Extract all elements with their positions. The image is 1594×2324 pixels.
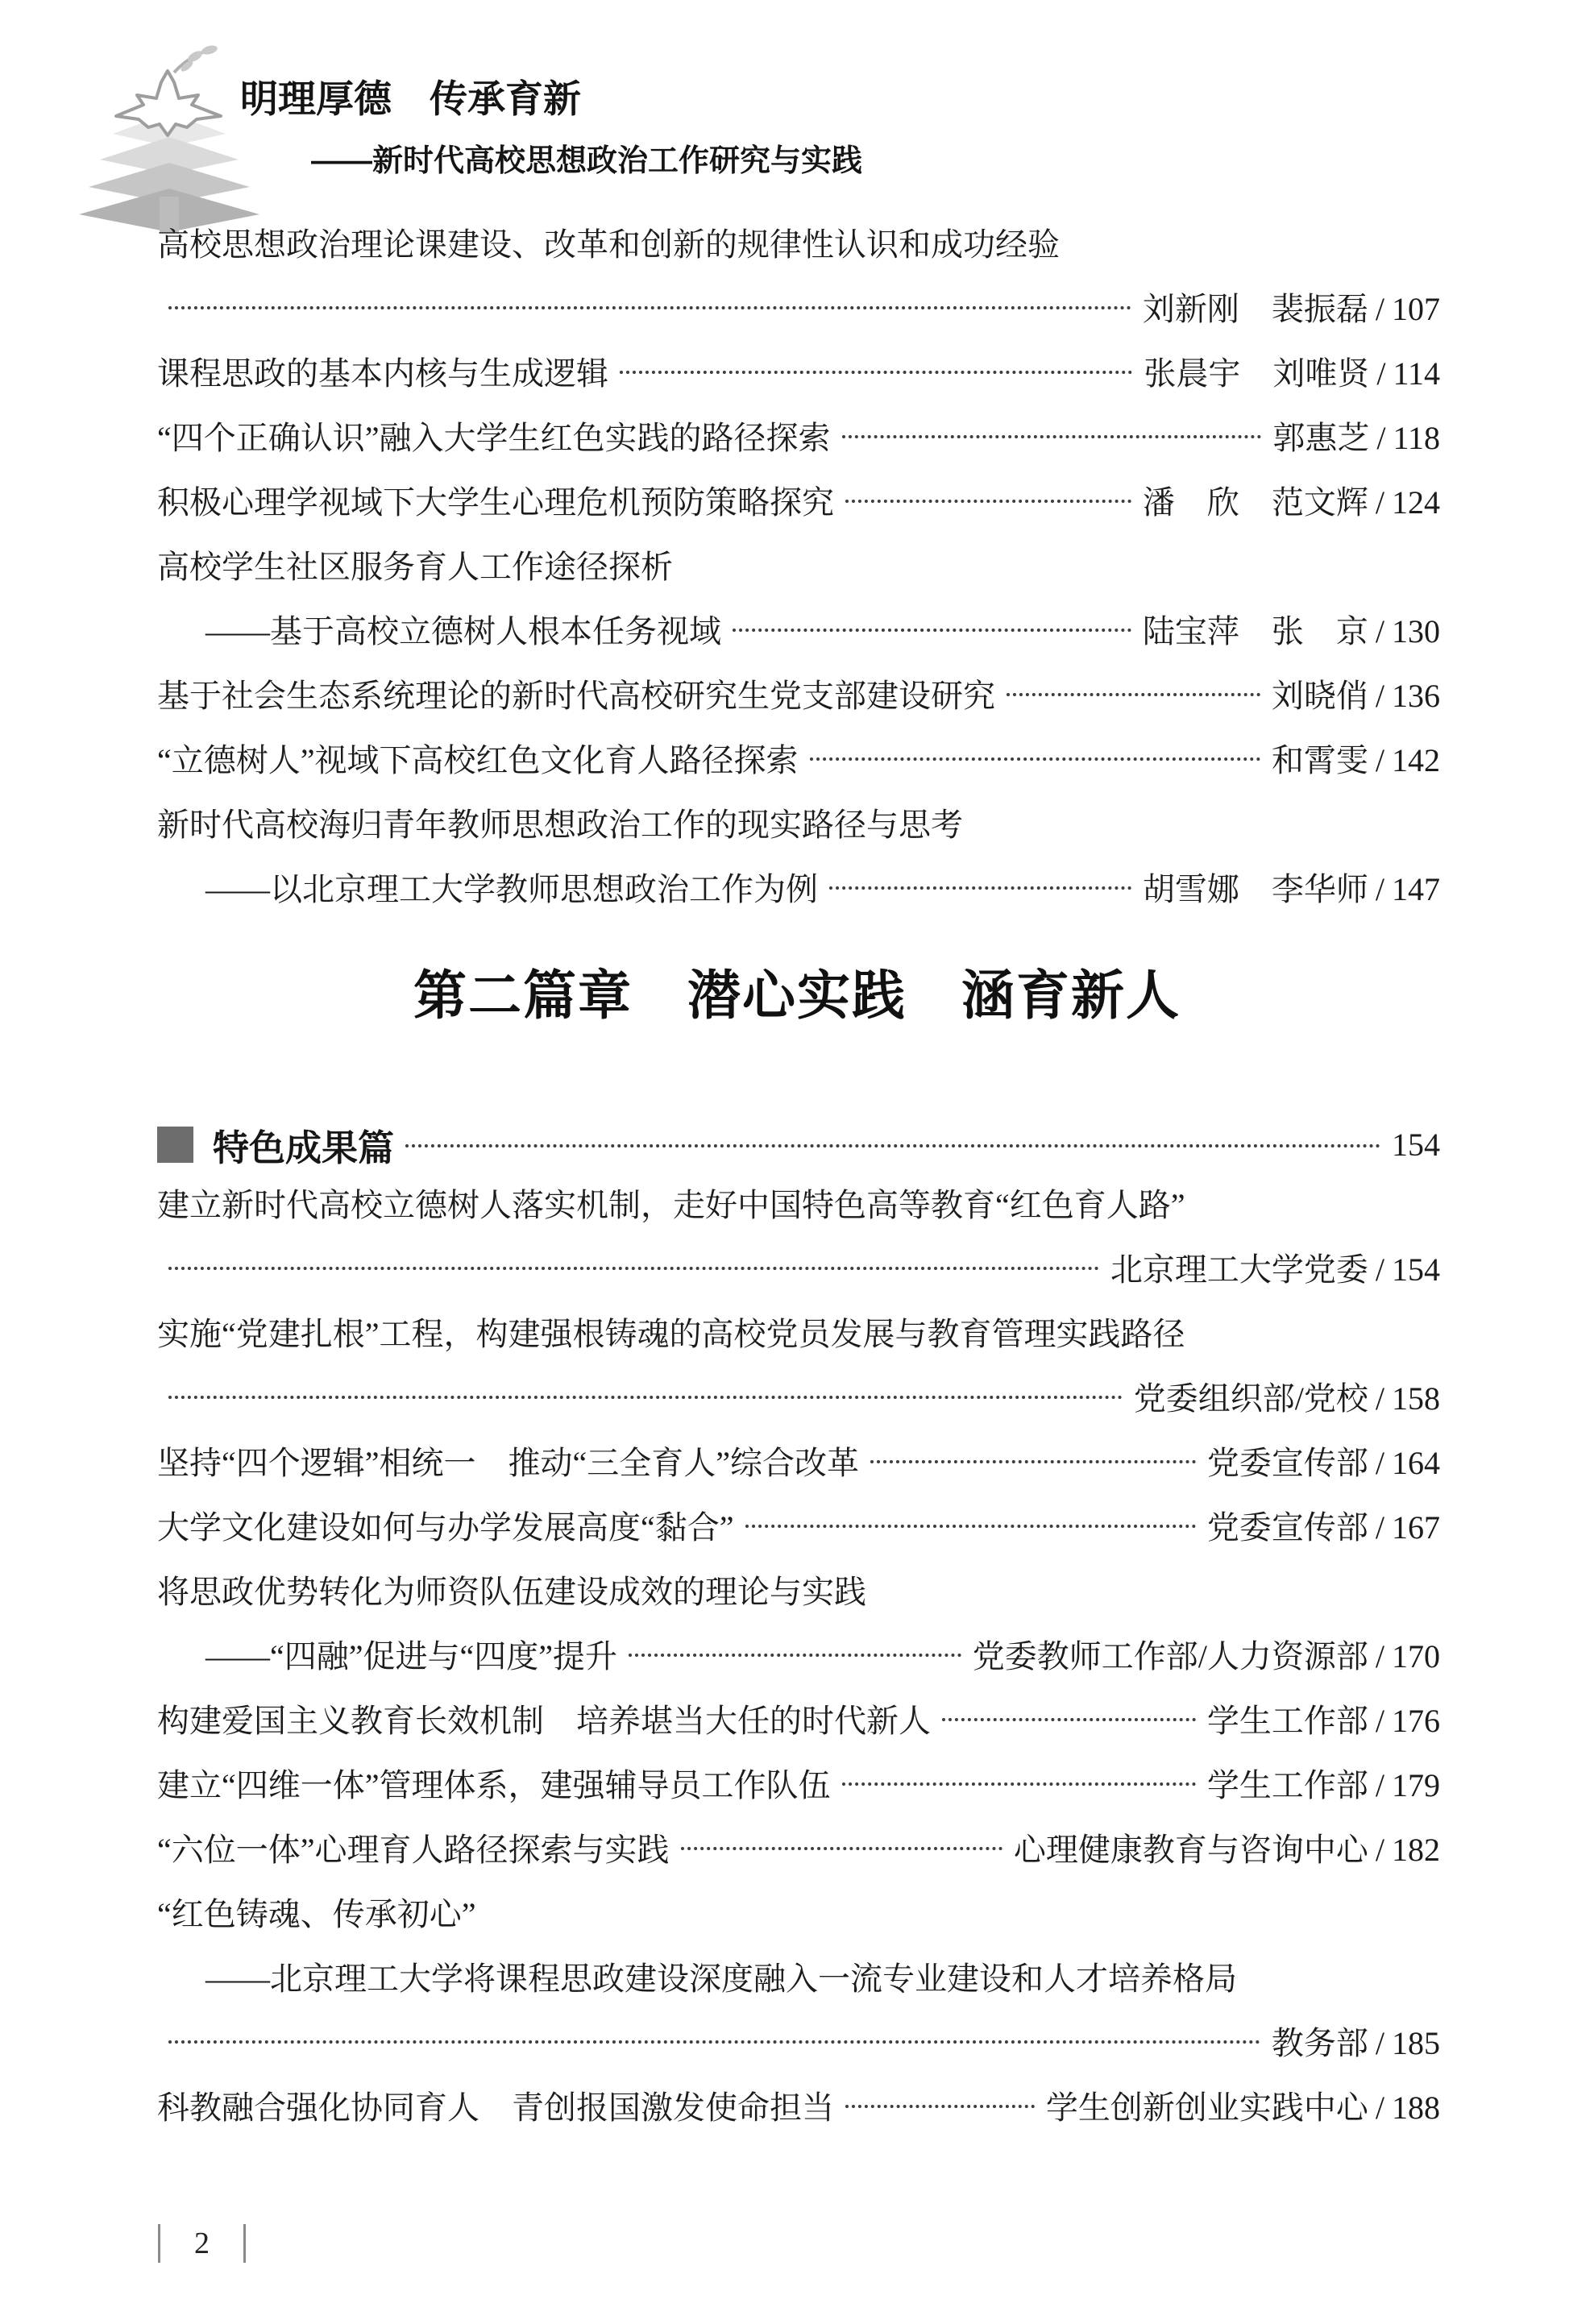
entry-author-page bbox=[1272, 413, 1440, 459]
toc-row bbox=[157, 790, 1440, 854]
entry-authors: 胡雪娜 李华师 bbox=[1142, 870, 1368, 907]
entry-authors: 和霄雯 bbox=[1271, 741, 1368, 778]
entry-title: 建立“四维一体”管理体系，建强辅导员工作队伍 bbox=[157, 1766, 831, 1803]
entry-authors: 北京理工大学党委 bbox=[1110, 1251, 1368, 1288]
page-separator: / bbox=[1375, 1509, 1384, 1546]
toc-row bbox=[157, 725, 1440, 790]
entry-authors: 学生创新创业实践中心 bbox=[1045, 2089, 1368, 2126]
toc-row bbox=[157, 1363, 1440, 1428]
entry-page: 164 bbox=[1392, 1444, 1440, 1481]
book-subtitle: ——新时代高校思想政治工作研究与实践 bbox=[311, 144, 863, 178]
page-separator: / bbox=[1375, 677, 1384, 714]
filled-square-icon bbox=[157, 1127, 193, 1163]
dove-icon bbox=[116, 71, 221, 135]
page-separator: / bbox=[1376, 419, 1386, 456]
entry-authors: 党委宣传部 bbox=[1206, 1444, 1368, 1481]
entry-authors: 教务部 bbox=[1271, 2024, 1368, 2061]
entry-title: ——以北京理工大学教师思想政治工作为例 bbox=[205, 870, 818, 907]
toc-list-part2 bbox=[157, 1170, 1440, 2137]
entry-title: 实施“党建扎根”工程，构建强根铸魂的高校党员发展与教育管理实践路径 bbox=[157, 1315, 1185, 1352]
page-separator: / bbox=[1375, 1831, 1384, 1868]
page-separator: / bbox=[1375, 1251, 1384, 1288]
toc-row bbox=[157, 1557, 1440, 1621]
entry-page: 154 bbox=[1392, 1251, 1440, 1288]
entry-authors: 党委教师工作部/人力资源部 bbox=[972, 1637, 1368, 1675]
entry-authors: 学生工作部 bbox=[1206, 1702, 1368, 1739]
entry-author-page bbox=[1014, 1824, 1440, 1870]
page-separator: / bbox=[1375, 1702, 1384, 1739]
toc-row bbox=[157, 338, 1440, 403]
toc-row bbox=[157, 1235, 1440, 1299]
page-separator: / bbox=[1375, 612, 1384, 649]
entry-author-page bbox=[1272, 670, 1440, 716]
dove-tree-logo bbox=[66, 39, 272, 235]
toc-row bbox=[157, 1299, 1440, 1363]
entry-page: 176 bbox=[1392, 1702, 1440, 1739]
entry-page: 142 bbox=[1392, 741, 1440, 778]
page-number: 2 bbox=[194, 2226, 210, 2260]
toc-row bbox=[157, 2073, 1440, 2137]
page-separator: / bbox=[1375, 2024, 1384, 2061]
entry-title: ——“四融”促进与“四度”提升 bbox=[205, 1637, 618, 1675]
entry-page: 136 bbox=[1392, 677, 1440, 714]
book-title: 明理厚德 传承育新 bbox=[240, 77, 581, 120]
entry-author-page bbox=[1207, 1760, 1440, 1806]
toc-row bbox=[157, 661, 1440, 725]
page-separator: / bbox=[1375, 2089, 1384, 2126]
entry-authors: 潘 欣 范文辉 bbox=[1142, 483, 1368, 521]
entry-page: 179 bbox=[1392, 1766, 1440, 1803]
entry-page: 107 bbox=[1392, 290, 1440, 327]
entry-title: “红色铸魂、传承初心” bbox=[157, 1895, 476, 1932]
toc-row bbox=[157, 1944, 1440, 2008]
entry-author-page bbox=[1143, 864, 1440, 910]
entry-author-page bbox=[1272, 2018, 1440, 2064]
toc-row bbox=[157, 274, 1440, 338]
entry-title: 高校学生社区服务育人工作途径探析 bbox=[157, 548, 673, 585]
entry-title: 课程思政的基本内核与生成逻辑 bbox=[157, 355, 608, 392]
entry-title: 坚持“四个逻辑”相统一 推动“三全育人”综合改革 bbox=[157, 1444, 860, 1481]
toc-row bbox=[157, 1492, 1440, 1557]
page-footer bbox=[158, 2224, 246, 2263]
entry-page: 188 bbox=[1392, 2089, 1440, 2126]
entry-authors: 党委宣传部 bbox=[1206, 1509, 1368, 1546]
toc-row bbox=[157, 1686, 1440, 1750]
entry-page: 185 bbox=[1392, 2024, 1440, 2061]
page-separator: / bbox=[1375, 1637, 1384, 1675]
toc-row bbox=[157, 467, 1440, 532]
toc-row bbox=[157, 1879, 1440, 1944]
toc-row bbox=[157, 596, 1440, 661]
entry-page: 124 bbox=[1392, 483, 1440, 521]
entry-author-page bbox=[973, 1631, 1440, 1677]
entry-title: ——基于高校立德树人根本任务视域 bbox=[205, 612, 721, 649]
entry-title: ——北京理工大学将课程思政建设深度融入一流专业建设和人才培养格局 bbox=[205, 1960, 1237, 1997]
page-separator: / bbox=[1375, 870, 1384, 907]
entry-page: 118 bbox=[1393, 419, 1440, 456]
entry-author-page bbox=[1046, 2082, 1440, 2128]
entry-page: 167 bbox=[1392, 1509, 1440, 1546]
entry-page: 114 bbox=[1393, 355, 1440, 392]
toc-row bbox=[157, 1428, 1440, 1492]
entry-author-page bbox=[1134, 1373, 1440, 1419]
entry-title: 新时代高校海归青年教师思想政治工作的现实路径与思考 bbox=[157, 806, 963, 843]
entry-authors: 张晨宇 刘唯贤 bbox=[1144, 355, 1370, 392]
entry-title: 积极心理学视域下大学生心理危机预防策略探究 bbox=[157, 483, 834, 521]
footer-rule-right bbox=[243, 2224, 246, 2263]
toc-row bbox=[157, 2008, 1440, 2073]
subsection-page: 154 bbox=[1392, 1126, 1440, 1163]
toc-row bbox=[157, 210, 1440, 274]
entry-author-page bbox=[1207, 1438, 1440, 1484]
entry-author-page bbox=[1143, 477, 1440, 523]
subsection-label: 特色成果篇 bbox=[213, 1127, 395, 1168]
entry-authors: 刘新刚 裴振磊 bbox=[1142, 290, 1368, 327]
entry-page: 158 bbox=[1392, 1380, 1440, 1417]
page-separator: / bbox=[1375, 1380, 1384, 1417]
entry-author-page bbox=[1143, 606, 1440, 652]
toc-row bbox=[157, 854, 1440, 919]
toc-row bbox=[157, 532, 1440, 596]
entry-title: 建立新时代高校立德树人落实机制，走好中国特色高等教育“红色育人路” bbox=[157, 1186, 1185, 1223]
footer-rule-left bbox=[158, 2224, 160, 2263]
entry-title: 构建爱国主义教育长效机制 培养堪当大任的时代新人 bbox=[157, 1702, 931, 1739]
entry-authors: 郭惠芝 bbox=[1272, 419, 1370, 456]
page-separator: / bbox=[1375, 1766, 1384, 1803]
toc-row bbox=[157, 1621, 1440, 1686]
toc-row bbox=[157, 1815, 1440, 1879]
toc-row bbox=[157, 1750, 1440, 1815]
page-separator: / bbox=[1376, 355, 1386, 392]
entry-authors: 党委组织部/党校 bbox=[1133, 1380, 1368, 1417]
entry-authors: 学生工作部 bbox=[1206, 1766, 1368, 1803]
page-separator: / bbox=[1375, 1444, 1384, 1481]
entry-title: 大学文化建设如何与办学发展高度“黏合” bbox=[157, 1509, 734, 1546]
entry-title: 基于社会生态系统理论的新时代高校研究生党支部建设研究 bbox=[157, 677, 995, 714]
toc-row bbox=[157, 1170, 1440, 1235]
entry-authors: 刘晓俏 bbox=[1271, 677, 1368, 714]
entry-author-page bbox=[1143, 284, 1440, 330]
entry-author-page bbox=[1207, 1502, 1440, 1548]
entry-author-page bbox=[1144, 348, 1440, 394]
entry-title: “四个正确认识”融入大学生红色实践的路径探索 bbox=[157, 419, 831, 456]
entry-title: “立德树人”视域下高校红色文化育人路径探索 bbox=[157, 741, 799, 778]
entry-page: 170 bbox=[1392, 1637, 1440, 1675]
subsection-row bbox=[157, 1112, 1440, 1177]
chapter-heading: 第二篇章 潜心实践 涵育新人 bbox=[413, 967, 1181, 1026]
page-separator: / bbox=[1375, 741, 1384, 778]
entry-page: 147 bbox=[1392, 870, 1440, 907]
entry-title: 高校思想政治理论课建设、改革和创新的规律性认识和成功经验 bbox=[157, 226, 1060, 263]
entry-author-page bbox=[1207, 1695, 1440, 1741]
toc-list-part1 bbox=[157, 210, 1440, 919]
toc-row bbox=[157, 403, 1440, 467]
entry-author-page bbox=[1272, 735, 1440, 781]
entry-authors: 陆宝萍 张 京 bbox=[1142, 612, 1368, 649]
entry-author-page bbox=[1110, 1244, 1440, 1290]
page-separator: / bbox=[1375, 483, 1384, 521]
dove-tree-logo-svg bbox=[66, 39, 272, 235]
entry-authors: 心理健康教育与咨询中心 bbox=[1013, 1831, 1368, 1868]
entry-page: 130 bbox=[1392, 612, 1440, 649]
page-separator: / bbox=[1375, 290, 1384, 327]
entry-title: 科教融合强化协同育人 青创报国激发使命担当 bbox=[157, 2089, 834, 2126]
entry-title: “六位一体”心理育人路径探索与实践 bbox=[157, 1831, 670, 1868]
entry-title: 将思政优势转化为师资队伍建设成效的理论与实践 bbox=[157, 1573, 866, 1610]
entry-page: 182 bbox=[1392, 1831, 1440, 1868]
